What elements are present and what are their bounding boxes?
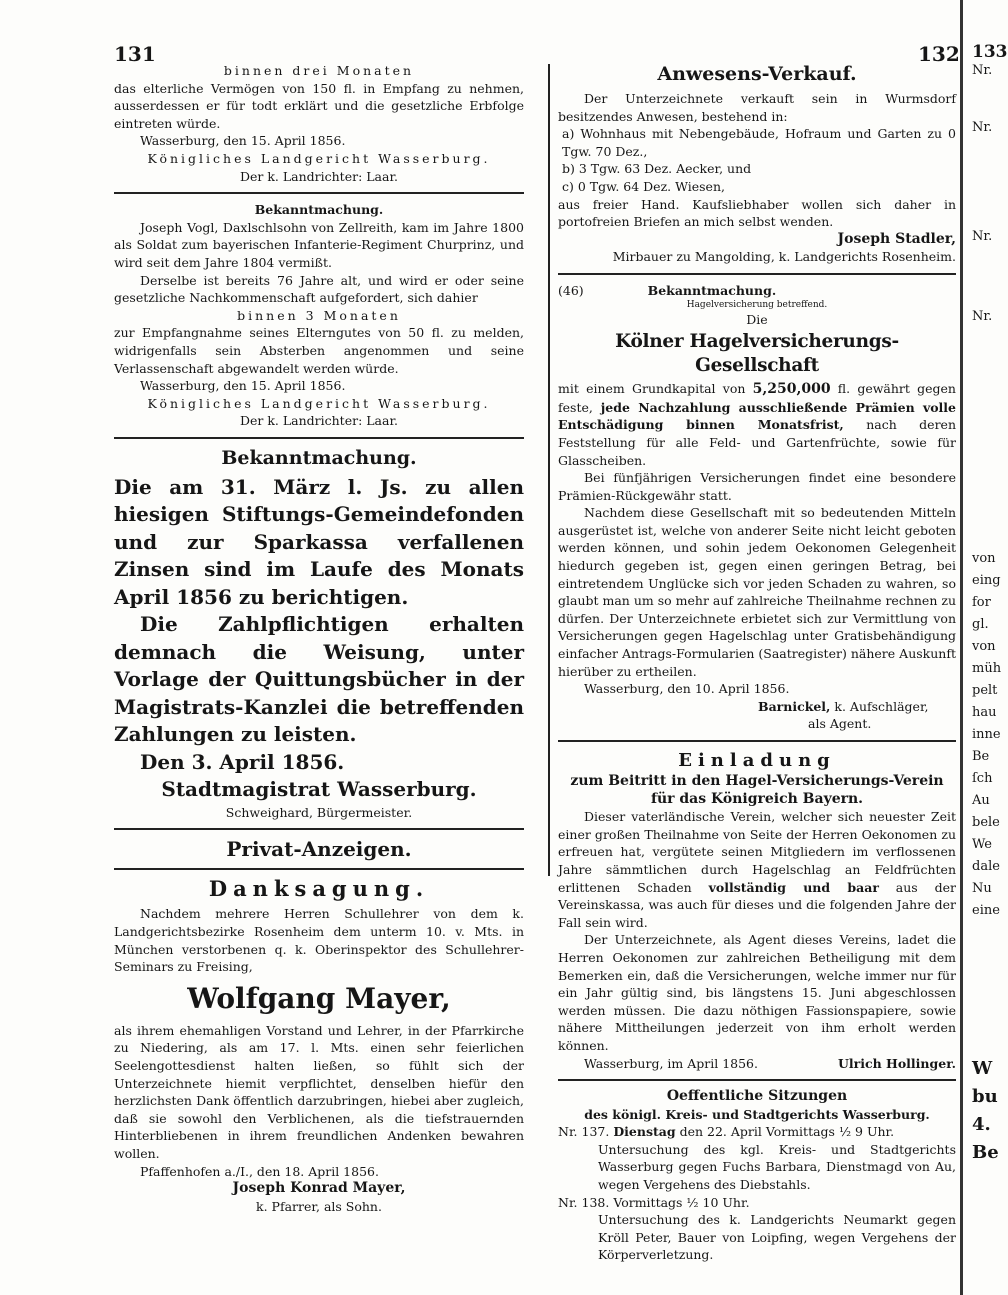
vogl-court: Königliches Landgericht Wasserburg. [147, 395, 491, 411]
edge-text: Be [972, 1142, 999, 1163]
edge-text: Nr. [972, 309, 993, 324]
verkauf-p2: aus freier Hand. Kaufsliebhaber wollen sich daher in portofreien Briefen an mich selbst wenden. [558, 196, 956, 230]
einladung-p1b: aus der Vereinskassa, was auch für dieses und die folgenden Jahre der Fall sein wird. [558, 879, 956, 930]
einladung-sub1: zum Beitritt in den Hagel-Versicherungs-Verein [570, 773, 944, 789]
left-column [114, 62, 524, 1215]
edge-text: müh [972, 661, 1002, 676]
dank-sign-role: k. Pfarrer, als Sohn. [256, 1198, 382, 1214]
edge-text: dale [972, 859, 1000, 874]
koelner-p1bold: jede Nachzahlung ausschließende Prämien volle Entschädigung binnen Monatsfrist, [558, 399, 956, 433]
vogl-p1: Joseph Vogl, Daxlschlsohn von Zellreith, kam im Jahre 1800 als Soldat zum bayerischen Infanterie-Regiment Churprinz, und wird seit dem Jahre 1804 vermißt. [114, 219, 524, 270]
dank-sign-name: Joseph Konrad Mayer, [232, 1180, 406, 1197]
verkauf-list [558, 125, 956, 195]
koelner-sign-name: Barnickel, [758, 698, 831, 714]
edge-text: We [972, 837, 992, 852]
edge-text: von [972, 639, 996, 654]
entry-text: Untersuchung des k. Landgerichts Neumarkt gegen Kröll Peter, Bauer von Loipfing, wegen Vergehens der Körperverletzung. [598, 1212, 956, 1263]
einladung-p1a: Dieser vaterländische Verein, welcher sich neuester Zeit einer großen Theilnahme von Seite der Herren Oekonomen zu erfreuen hat, vergütete seinen Mitgliedern im verflossenen Jahre sämmtlichen durch Hagelschlag an Feldfrüchten erlittenen Schaden [558, 809, 956, 895]
vogl-date: Wasserburg, den 15. April 1856. [140, 378, 346, 394]
separator [114, 828, 524, 830]
sitzungen-title: Oeffentliche Sitzungen [666, 1088, 848, 1105]
dank-title: Danksagung. [208, 876, 430, 902]
vogl-judge: Der k. Landrichter: Laar. [239, 413, 399, 429]
dank-date: Pfaffenhofen a./I., den 18. April 1856. [140, 1163, 379, 1179]
entry-day: Dienstag [613, 1124, 676, 1140]
page-number-edge: 133 [972, 42, 1008, 62]
separator [114, 868, 524, 870]
koelner-sign [558, 698, 956, 716]
right-column [558, 62, 956, 1264]
edge-text: eing [972, 573, 1001, 588]
verkauf-title: Anwesens-Verkauf. [657, 63, 857, 85]
notice-court: Königliches Landgericht Wasserburg. [147, 150, 491, 166]
dank-p1: Nachdem mehrere Herren Schullehrer von dem k. Landgerichtsbezirke Rosenheim dem unterm 10. v. Mts. in München verstorbenen q. k. Oberinspektor des Schullehrer-Seminars zu Freising, [114, 906, 524, 975]
edge-text: inne [972, 727, 1001, 742]
magistrat-date: Den 3. April 1856. [140, 749, 345, 774]
koelner-sub: Hagelversicherung betreffend. [686, 299, 828, 310]
magistrat-body [114, 474, 524, 804]
koelner-p3: Nachdem diese Gesellschaft mit so bedeutenden Mitteln ausgerüstet ist, welche von anderer Seite nicht leicht geboten werden können, und sohin jedem Oekonomen Gelegenheit hiedurch gegeben ist, gegen einen geringen Betrag, bei eintretendem Unglücke sich vor jeden Schaden zu wahren, so glaubt man um so mehr auf zahlreiche Theilnahme rechnen zu dürfen. Der Unterzeichnete erbietet sich zur Vermittlung von Versicherungen gegen Hagelschlag unter Gratisbehändigung einfacher Antrags-Formularien (Saatregister) nähere Auskunft hierüber zu ertheilen. [558, 505, 956, 679]
edge-text: Nr. [972, 63, 993, 78]
koelner-num: (46) [558, 282, 584, 298]
edge-text: hau [972, 705, 997, 720]
separator [114, 192, 524, 194]
edge-text: W [972, 1058, 993, 1079]
koelner-capital: 5,250,000 [752, 381, 831, 398]
koelner-date: Wasserburg, den 10. April 1856. [584, 681, 790, 697]
einladung-sub2: für das Königreich Bayern. [650, 790, 864, 807]
column-divider [548, 64, 550, 876]
verkauf-sign-role: Mirbauer zu Mangolding, k. Landgerichts Rosenheim. [612, 249, 956, 265]
edge-fragments-top [972, 62, 1000, 325]
entry-text: Untersuchung des kgl. Kreis- und Stadtgerichts Wasserburg gegen Fuchs Barbara, Dienstmagd von Au, wegen Vergehens des Diebstahls. [598, 1141, 956, 1193]
notice-date: Wasserburg, den 15. April 1856. [140, 133, 346, 149]
koelner-p1b: fl. gewährt gegen feste, [558, 381, 956, 415]
page-edge-divider [960, 0, 963, 1295]
separator [114, 437, 524, 439]
dank-p2: als ihrem ehemahligen Vorstand und Lehrer, in der Pfarrkirche zu Niedering, als am 17. l. Mts. einen sehr feierlichen Seelengottesdienst halten ließen, so fühlt sich der Unterzeichnete hiemit verpflichtet, denselben hiefür den herzlichsten Dank öffentlich darzubringen, hiebei aber zugleich, daß sie sowohl den Verblichenen, als die tiefstrauernden Hinterbliebenen in ihrem freundlichen Andenken bewahren wollen. [114, 1022, 524, 1161]
vogl-title: Bekanntmachung. [254, 202, 384, 218]
separator [558, 1079, 956, 1081]
koelner-title: Bekanntmachung. [647, 282, 777, 298]
edge-text: gl. [972, 617, 989, 632]
edge-text: pelt [972, 683, 998, 698]
edge-text: 4. [972, 1114, 991, 1135]
koelner-sign-role2: als Agent. [808, 716, 872, 732]
entry-time: Vormittags ½ 10 Uhr. [613, 1194, 750, 1210]
verkauf-sign-name: Joseph Stadler, [837, 230, 956, 247]
sitzung-entry-137 [558, 1123, 956, 1141]
einladung-title: Einladung [678, 750, 836, 771]
deadline-text: binnen drei Monaten [223, 63, 415, 78]
separator [558, 740, 956, 742]
vogl-deadline: binnen 3 Monaten [237, 307, 401, 323]
edge-text: Au [972, 793, 990, 808]
koelner-p1a: mit einem Grundkapital von [558, 381, 746, 397]
entry-time: den 22. April Vormittags ½ 9 Uhr. [679, 1124, 895, 1140]
edge-text: Nr. [972, 229, 993, 244]
edge-text: bu [972, 1086, 998, 1107]
koelner-p1 [558, 380, 956, 469]
list-item: b) 3 Tgw. 63 Dez. Aecker, und [562, 161, 752, 177]
edge-text: Nu [972, 881, 992, 896]
page-number-right: 132 [918, 42, 960, 66]
koelner-p2: Bei fünfjährigen Versicherungen findet eine besondere Prämien-Rückgewähr statt. [558, 470, 956, 503]
sitzung-entry-138 [558, 1194, 956, 1212]
edge-fragments-bottom [972, 1055, 1000, 1167]
einladung-p2: Der Unterzeichnete, als Agent dieses Vereins, ladet die Herren Oekonomen zur zahlreichen Betheiligung mit dem Bemerken ein, daß die Versicherungen, welche immer nur für ein Jahr gültig sind, bis längstens 15. Juni abgeschlossen werden müssen. Die dazu nöthigen Fassionspapiere, sowie nähere Mittheilungen jederzeit von ihm erholt werden können. [558, 932, 956, 1053]
edge-text: bele [972, 815, 1000, 830]
einladung-sign: Ulrich Hollinger. [838, 1055, 956, 1071]
magistrat-org: Stadtmagistrat Wasserburg. [161, 777, 477, 802]
edge-fragments-mid [972, 548, 1000, 922]
notice-judge: Der k. Landrichter: Laar. [239, 168, 399, 184]
edge-text: eine [972, 903, 1000, 918]
koelner-sign-role1: k. Aufschläger, [834, 698, 929, 714]
edge-text: ſch [972, 771, 993, 786]
private-header: Privat-Anzeigen. [226, 837, 412, 862]
koelner-company: Kölner Hagelversicherungs-Gesellschaft [615, 331, 899, 377]
koelner-die: Die [746, 311, 768, 327]
notice-body: das elterliche Vermögen von 150 fl. in Empfang zu nehmen, ausserdessen er für todt erklärt und die gesetzliche Erbfolge eintreten würde. [114, 80, 524, 131]
edge-text: for [972, 595, 991, 610]
list-item: a) Wohnhaus mit Nebengebäude, Hofraum und Garten zu 0 Tgw. 70 Dez., [562, 126, 956, 159]
einladung-footer [558, 1055, 956, 1073]
magistrat-p1: Die am 31. März l. Js. zu allen hiesigen Stiftungs-Gemeindefonden und zur Sparkassa verfallenen Zinsen sind im Laufe des Monats April 1856 zu berichtigen. [114, 474, 524, 609]
koelner-header [558, 282, 956, 300]
einladung-p1bold: vollständig und baar [708, 879, 879, 895]
magistrat-title: Bekanntmachung. [221, 446, 417, 469]
edge-text: von [972, 551, 996, 566]
magistrat-sign: Schweighard, Bürgermeister. [225, 804, 413, 820]
separator [558, 273, 956, 275]
einladung-p1 [558, 808, 956, 931]
vogl-p3: zur Empfangnahme seines Elterngutes von 50 fl. zu melden, widrigenfalls sein Absterben angenommen und seine Verlassenschaft abgewandelt werden würde. [114, 325, 524, 376]
list-item: c) 0 Tgw. 64 Dez. Wiesen, [562, 178, 725, 194]
entry-num: Nr. 137. [558, 1124, 610, 1140]
magistrat-p2: Die Zahlpflichtigen erhalten demnach die Weisung, unter Vorlage der Quittungsbücher in der Magistrats-Kanzlei die betreffenden Zahlungen zu leisten. [114, 612, 524, 747]
verkauf-p1: Der Unterzeichnete verkauft sein in Wurmsdorf besitzendes Anwesen, bestehend in: [558, 91, 956, 124]
page-number-left: 131 [114, 42, 156, 66]
entry-num: Nr. 138. [558, 1194, 610, 1210]
sitzungen-sub: des königl. Kreis- und Stadtgerichts Wasserburg. [584, 1106, 930, 1122]
edge-text: Be [972, 749, 990, 764]
dank-name: Wolfgang Mayer, [187, 981, 451, 1015]
edge-text: Nr. [972, 120, 993, 135]
vogl-p2: Derselbe ist bereits 76 Jahre alt, und wird er oder seine gesetzliche Nachkommenschaft aufgefordert, sich dahier [114, 272, 524, 306]
koelner-p1c: nach deren Feststellung für alle Feld- und Gartenfrüchte, sowie für Glasscheiben. [558, 417, 956, 468]
einladung-date: Wasserburg, im April 1856. [584, 1055, 758, 1071]
